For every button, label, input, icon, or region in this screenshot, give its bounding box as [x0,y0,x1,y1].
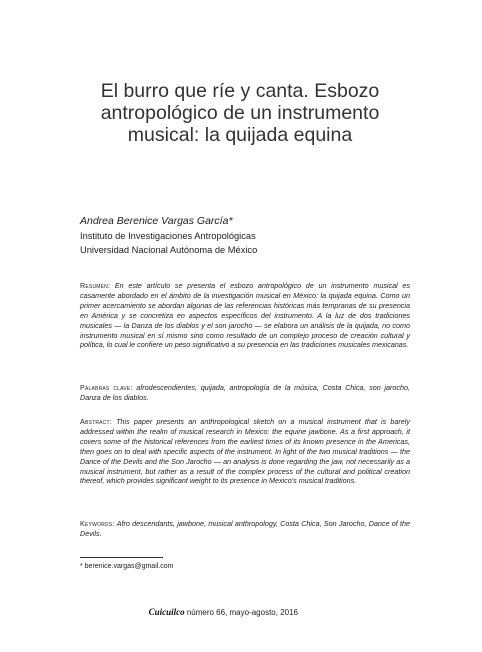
page-footer [149,607,298,617]
title-line-3: musical: la quijada equina [127,124,353,146]
author-affiliation-university: Universidad Nacional Autónoma de México [80,245,258,255]
keywords-spanish-text: afrodescendientes, quijada, antropología de la música, Costa Chica, son jarocho, Danza de los diablos. [80,383,410,402]
author-name: Andrea Berenice Vargas García* [80,215,233,227]
abstract-spanish-text: En este artículo se presenta el esbozo antropológico de un instrumento musical es casamente abordado en el ámbito de la investigación musical en México: la quijada equina. Como un primer acercamiento se abordan algunas de las referencias históricas más tempranas de su presencia en América y se concretiza en aspectos específicos del instrumento. A la luz de dos tradiciones musicales — la Danza de los diablos y el son jarocho — se elabora un análisis de la quijada, no como instrumento musical en sí mismo sino como resultado de un complejo proceso de creación cultural y política, lo cual le confiere un peso significativo a su presencia en las tradiciones musicales mexicanas. [80,281,410,350]
abstract-english-text: This paper presents an anthropological sketch on a musical instrument that is barely addressed within the realm of musical research in Mexico: the equine jawbone. As a first approach, it covers some of the historical references from the earliest times of its known presence in the Americas, then goes on to deal with specific aspects of the instrument. In light of the two musical traditions — the Dance of the Devils and the Son Jarocho — an analysis is done regarding the jaw, not necessarily as a musical instrument, but rather as a result of the complex process of the cultural and political creation thereof, which provides significant weight to its presence in Mexico's musical traditions. [80,417,410,486]
abstract-english-label: Abstract: [80,417,112,426]
keywords-spanish-label: Palabras clave: [80,383,133,392]
keywords-english-label: Keywords: [80,519,115,528]
author-affiliation-institute: Instituto de Investigaciones Antropológicas [80,231,256,241]
keywords-spanish [80,383,410,403]
article-title [60,80,420,146]
keywords-english [80,519,410,539]
journal-logo: Cuicuilco [148,607,185,617]
footnote-divider [80,557,163,558]
abstract-english [80,417,410,486]
title-line-1: El burro que ríe y canta. Esbozo [100,80,380,102]
title-line-2: antropológico de un instrumento [100,102,380,124]
footnote-email: * berenice.vargas@gmail.com [80,563,174,570]
keywords-english-text: Afro descendants, jawbone, musical anthropology, Costa Chica, Son Jarocho, Dance of the Devils. [80,519,411,538]
abstract-spanish-label: Resumen: [80,281,111,290]
abstract-spanish [80,281,410,350]
issue-info: número 66, mayo-agosto, 2016 [186,608,298,617]
